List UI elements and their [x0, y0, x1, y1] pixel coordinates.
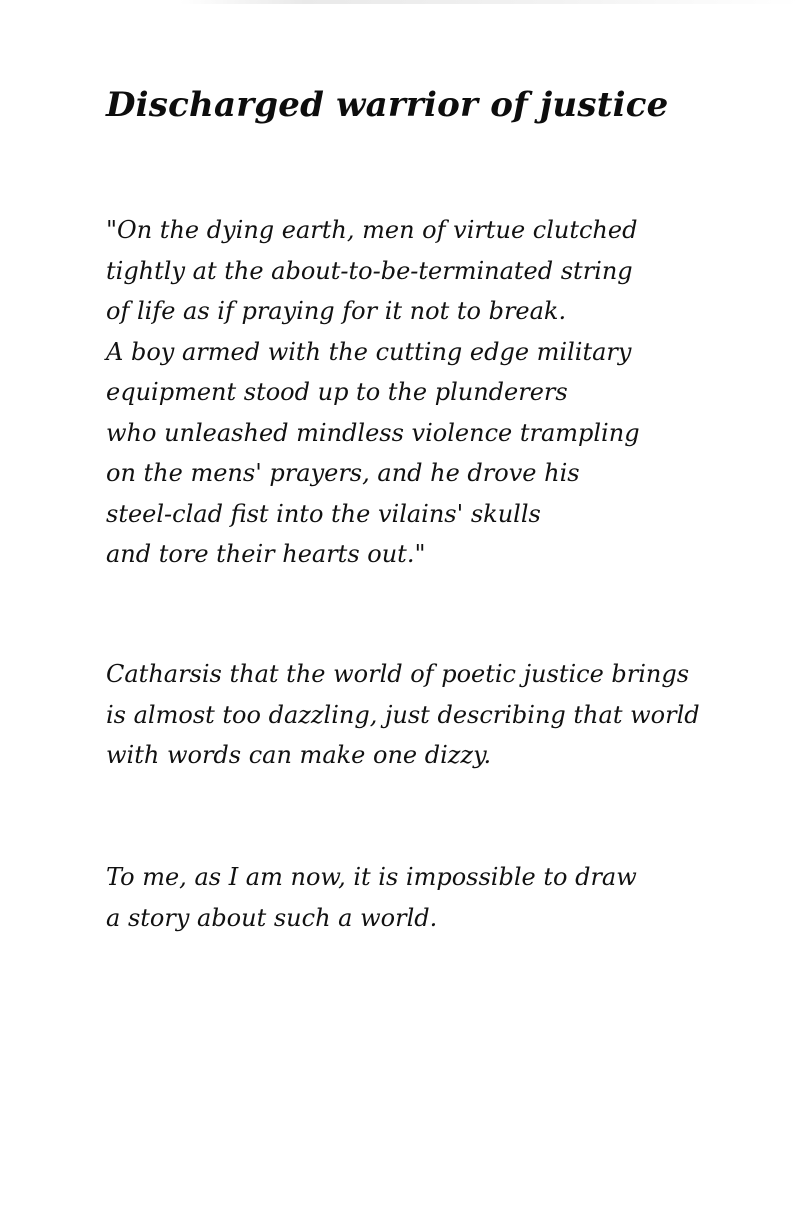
- paragraph-line: who unleashed mindless violence trampling: [106, 418, 640, 447]
- paragraph-line: To me, as I am now, it is impossible to draw: [106, 863, 637, 891]
- paragraph-line: of life as if praying for it not to break.: [106, 297, 567, 325]
- paragraph-line: on the mens' prayers, and he drove his: [106, 459, 580, 487]
- paragraph-line: is almost too dazzling, just describing that world: [106, 700, 700, 729]
- paragraph-line: A boy armed with the cutting edge military: [106, 337, 632, 366]
- paragraph-line: tightly at the about-to-be-terminated string: [106, 256, 633, 285]
- paragraph-conclusion: [106, 857, 637, 938]
- paragraph-catharsis: [106, 654, 700, 776]
- paragraph-line: steel-clad fist into the vilains' skulls: [106, 499, 541, 528]
- paragraph-line: equipment stood up to the plunderers: [106, 378, 568, 406]
- paragraph-line: a story about such a world.: [106, 903, 438, 932]
- paragraph-quote: [106, 210, 640, 575]
- paragraph-line: Catharsis that the world of poetic justice brings: [106, 660, 690, 688]
- paragraph-line: with words can make one dizzy.: [106, 741, 492, 769]
- paragraph-line: and tore their hearts out.": [106, 540, 426, 568]
- paragraph-line: "On the dying earth, men of virtue clutched: [106, 216, 638, 244]
- page-title: Discharged warrior of justice: [106, 85, 669, 125]
- top-edge-shadow: [180, 0, 800, 4]
